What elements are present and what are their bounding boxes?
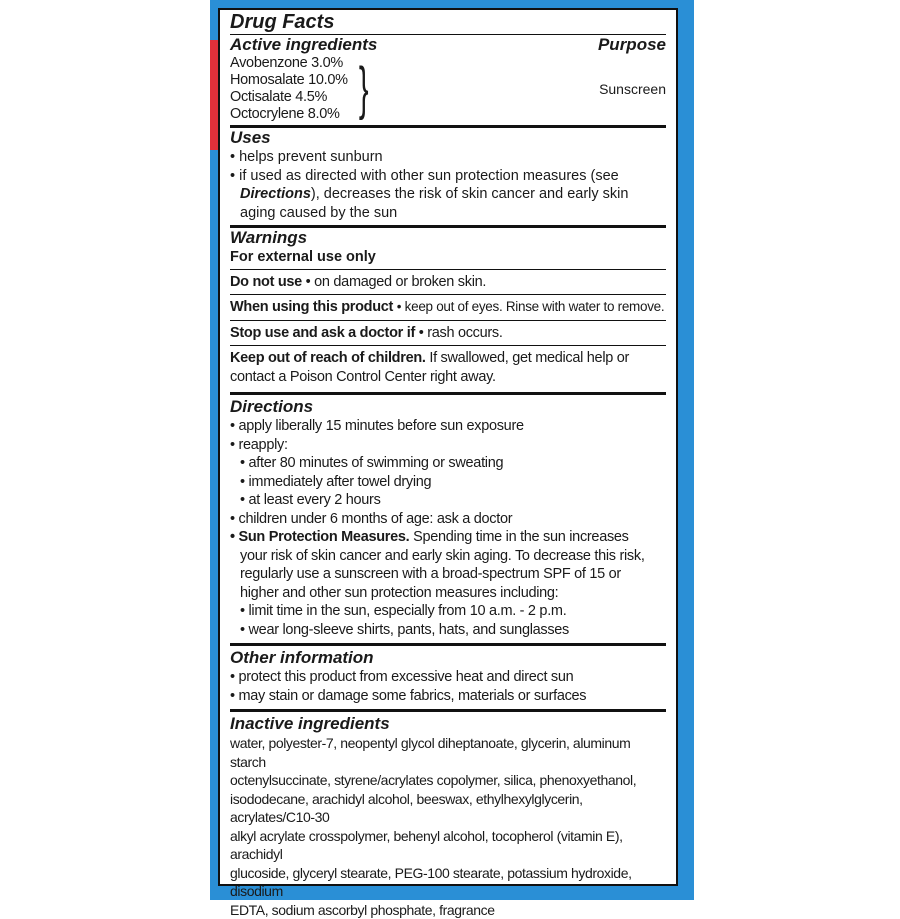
uses-item: • if used as directed with other sun protection measures (see bbox=[230, 167, 666, 186]
directions-ref: Directions bbox=[240, 186, 311, 202]
do-not-use-row bbox=[230, 270, 666, 296]
inactive-ingredients-line: EDTA, sodium ascorbyl phosphate, fragrance bbox=[230, 901, 666, 919]
active-ingredient: Octisalate 4.5% bbox=[230, 89, 348, 106]
purpose-heading: Purpose bbox=[598, 35, 666, 55]
brace-icon: } bbox=[359, 60, 369, 118]
when-using-row bbox=[230, 295, 666, 321]
uses-heading: Uses bbox=[230, 128, 666, 148]
sun-protection-text: higher and other sun protection measures including: bbox=[230, 584, 666, 603]
when-using-text: • keep out of eyes. Rinse with water to remove. bbox=[397, 299, 665, 314]
directions-subitem: • after 80 minutes of swimming or sweating bbox=[230, 454, 666, 473]
other-information-section bbox=[230, 646, 666, 712]
sun-protection-bullet: • wear long-sleeve shirts, pants, hats, and sunglasses bbox=[230, 621, 666, 640]
warnings-header bbox=[230, 228, 666, 270]
uses-section bbox=[230, 128, 666, 228]
sun-protection-label: • Sun Protection Measures. bbox=[230, 529, 409, 545]
stop-use-text: • rash occurs. bbox=[419, 325, 503, 341]
inactive-ingredients-section bbox=[230, 712, 666, 919]
inactive-ingredients-line: alkyl acrylate crosspolymer, behenyl alcohol, tocopherol (vitamin E), arachidyl bbox=[230, 827, 666, 864]
directions-subitem: • immediately after towel drying bbox=[230, 473, 666, 492]
inactive-ingredients-heading: Inactive ingredients bbox=[230, 714, 666, 734]
directions-heading: Directions bbox=[230, 397, 666, 417]
sun-protection-text: Spending time in the sun increases bbox=[413, 529, 629, 545]
active-ingredient: Octocrylene 8.0% bbox=[230, 106, 348, 123]
keep-out-text-2: contact a Poison Control Center right away. bbox=[230, 368, 666, 387]
warnings-section bbox=[230, 228, 666, 395]
stop-use-label: Stop use and ask a doctor if bbox=[230, 325, 415, 341]
external-use-label: For external use only bbox=[230, 248, 666, 267]
inactive-ingredients-line: octenylsuccinate, styrene/acrylates copolymer, silica, phenoxyethanol, bbox=[230, 771, 666, 790]
stop-use-row bbox=[230, 321, 666, 347]
directions-item: • apply liberally 15 minutes before sun exposure bbox=[230, 417, 666, 436]
keep-out-row bbox=[230, 346, 666, 392]
other-information-item: • protect this product from excessive heat and direct sun bbox=[230, 668, 666, 687]
drug-facts-panel bbox=[218, 8, 678, 886]
uses-text: ), decreases the risk of skin cancer and early skin bbox=[311, 186, 629, 202]
active-ingredients-section bbox=[230, 35, 666, 128]
keep-out-label: Keep out of reach of children. bbox=[230, 350, 426, 366]
do-not-use-label: Do not use bbox=[230, 274, 302, 290]
active-ingredients-heading: Active ingredients bbox=[230, 35, 377, 55]
inactive-ingredients-line: water, polyester-7, neopentyl glycol diheptanoate, glycerin, aluminum starch bbox=[230, 734, 666, 771]
other-information-heading: Other information bbox=[230, 648, 666, 668]
active-ingredient: Homosalate 10.0% bbox=[230, 72, 348, 89]
when-using-label: When using this product bbox=[230, 299, 393, 315]
title-section bbox=[230, 10, 666, 35]
active-ingredients-list bbox=[230, 55, 348, 123]
uses-item: • helps prevent sunburn bbox=[230, 148, 666, 167]
directions-section bbox=[230, 395, 666, 646]
warnings-heading: Warnings bbox=[230, 228, 666, 248]
drug-facts-title: Drug Facts bbox=[230, 10, 666, 34]
sun-protection-bullet: • limit time in the sun, especially from 10 a.m. - 2 p.m. bbox=[230, 602, 666, 621]
directions-item: • reapply: bbox=[230, 436, 666, 455]
other-information-item: • may stain or damage some fabrics, materials or surfaces bbox=[230, 687, 666, 706]
directions-subitem: • at least every 2 hours bbox=[230, 491, 666, 510]
sun-protection-text: your risk of skin cancer and early skin aging. To decrease this risk, bbox=[230, 547, 666, 566]
inactive-ingredients-line: isododecane, arachidyl alcohol, beeswax, ethylhexylglycerin, acrylates/C10-30 bbox=[230, 790, 666, 827]
uses-text: aging caused by the sun bbox=[230, 204, 666, 223]
active-ingredient: Avobenzone 3.0% bbox=[230, 55, 348, 72]
directions-item: • children under 6 months of age: ask a doctor bbox=[230, 510, 666, 529]
purpose-value: Sunscreen bbox=[599, 81, 666, 97]
sun-protection-text: regularly use a sunscreen with a broad-spectrum SPF of 15 or bbox=[230, 565, 666, 584]
inactive-ingredients-line: glucoside, glyceryl stearate, PEG-100 stearate, potassium hydroxide, disodium bbox=[230, 864, 666, 901]
do-not-use-text: • on damaged or broken skin. bbox=[306, 274, 486, 290]
keep-out-text: If swallowed, get medical help or bbox=[429, 350, 629, 366]
